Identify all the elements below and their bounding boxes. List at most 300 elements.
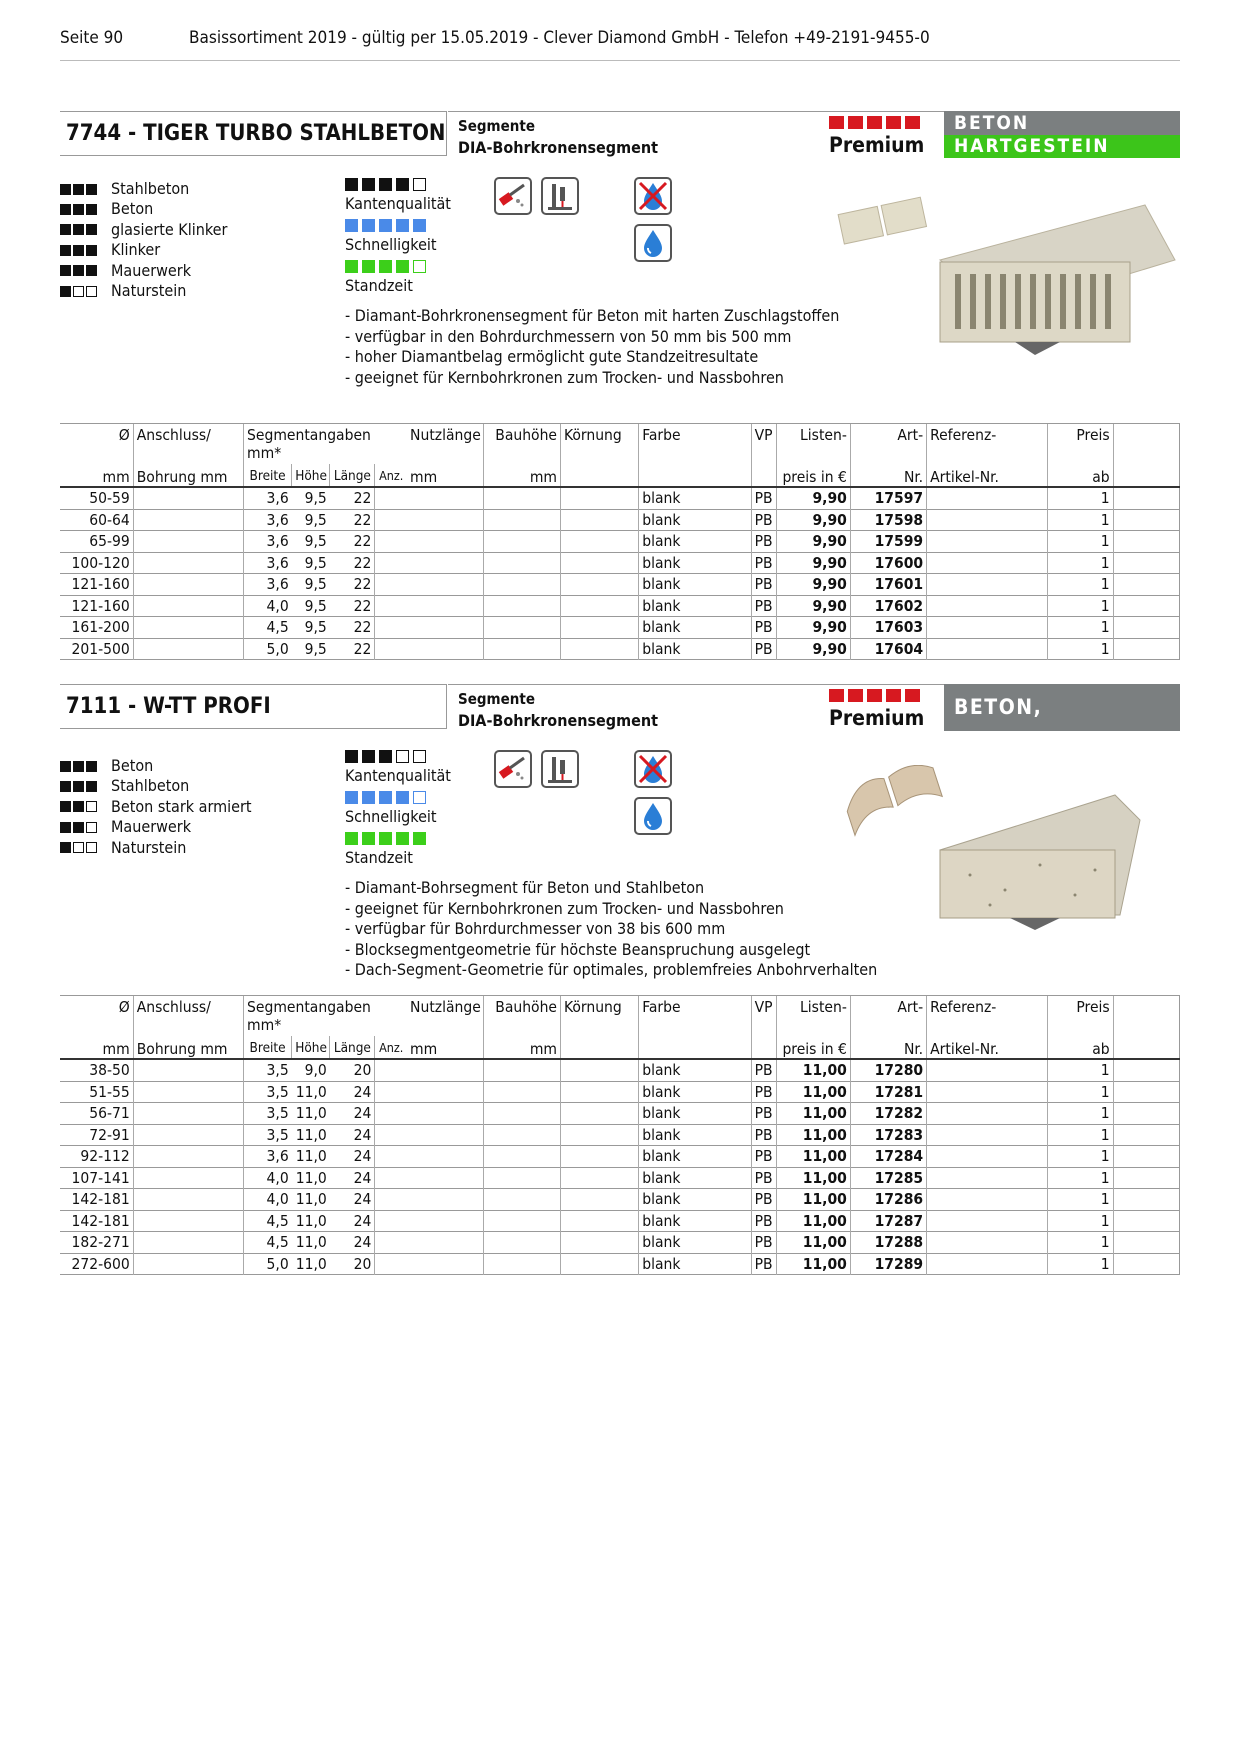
column-header: Körnung	[561, 996, 639, 1037]
rating-square	[86, 224, 97, 235]
rating-square	[60, 286, 71, 297]
column-header: Nr.	[850, 1036, 926, 1059]
table-cell: 1	[1048, 531, 1113, 553]
speed-label: Schnelligkeit	[345, 807, 437, 826]
column-header: ab	[1048, 464, 1113, 487]
table-cell: 1	[1048, 552, 1113, 574]
edge-quality-label: Kantenqualität	[345, 194, 451, 213]
table-cell: blank	[639, 1059, 751, 1081]
table-cell: 24	[353, 1211, 372, 1230]
column-header: Länge	[330, 464, 375, 487]
table-cell	[483, 638, 560, 660]
table-cell	[927, 617, 1048, 639]
table-row	[60, 1210, 1180, 1232]
column-header: Anschluss/	[133, 424, 243, 465]
table-cell: 17600	[850, 552, 926, 574]
table-cell: 3,5	[244, 1124, 292, 1146]
material-row	[60, 220, 227, 240]
material-label: Naturstein	[111, 281, 187, 300]
table-cell	[375, 1167, 407, 1189]
table-cell	[927, 1167, 1048, 1189]
table-cell	[133, 531, 243, 553]
table-cell	[561, 531, 639, 553]
column-header: Nutzlänge	[407, 424, 483, 465]
table-cell: 17285	[850, 1167, 926, 1189]
table-cell	[561, 1167, 639, 1189]
table-cell	[1113, 1253, 1179, 1275]
rating-square	[413, 791, 426, 804]
table-cell	[407, 1081, 483, 1103]
rating-square	[345, 260, 358, 273]
lifetime-label: Standzeit	[345, 276, 413, 295]
table-cell	[407, 1210, 483, 1232]
table-cell: 11,00	[776, 1146, 850, 1168]
table-cell: 3,5	[244, 1059, 292, 1081]
column-header: Referenz-	[927, 996, 1048, 1037]
table-cell: 22	[353, 639, 372, 658]
table-cell	[1113, 1232, 1179, 1254]
table-cell: blank	[639, 1103, 751, 1125]
table-cell	[375, 1081, 407, 1103]
table-cell	[561, 1059, 639, 1081]
table-cell: 17602	[850, 595, 926, 617]
premium-mark	[886, 116, 901, 129]
rating-square	[86, 184, 97, 195]
table-cell: PB	[751, 1167, 776, 1189]
premium-mark	[867, 116, 882, 129]
rating-square	[60, 204, 71, 215]
table-cell: 22	[353, 618, 372, 636]
table-cell: 4,0	[244, 595, 292, 617]
table-cell	[1113, 617, 1179, 639]
material-label: Stahlbeton	[111, 776, 190, 796]
table-cell: 3,6	[244, 531, 292, 553]
table-cell	[407, 574, 483, 596]
table-cell: 22	[353, 575, 372, 593]
table-cell: 3,6	[244, 487, 292, 509]
table-cell: 9,5	[304, 553, 327, 572]
table-cell: 24	[353, 1190, 372, 1208]
rating-square	[379, 260, 392, 273]
table-cell	[927, 509, 1048, 531]
table-cell: 3,6	[244, 552, 292, 574]
rating-square	[396, 260, 409, 273]
table-cell: blank	[639, 638, 751, 660]
table-cell	[561, 1232, 639, 1254]
table-cell: 9,5	[304, 575, 327, 593]
table-cell	[927, 1124, 1048, 1146]
table-cell	[483, 1146, 560, 1168]
table-cell	[1113, 509, 1179, 531]
table-cell	[375, 638, 407, 660]
column-header: Segmentangaben mm*	[244, 996, 408, 1037]
column-header: Länge	[330, 1036, 375, 1059]
table-cell	[133, 1059, 243, 1081]
table-cell	[1113, 1103, 1179, 1125]
suitability-rating	[60, 204, 99, 215]
table-cell: 17599	[850, 531, 926, 553]
spec-table	[60, 995, 1180, 1275]
table-cell: 22	[353, 596, 372, 615]
rating-square	[362, 219, 375, 232]
table-cell: 100-120	[71, 553, 130, 572]
column-header	[561, 1036, 639, 1059]
material-label: Mauerwerk	[111, 260, 192, 280]
column-header: Preis	[1048, 996, 1113, 1037]
table-cell	[1113, 638, 1179, 660]
header-divider	[60, 60, 1180, 61]
rating-square	[413, 260, 426, 273]
table-cell: blank	[639, 552, 751, 574]
material-label: Beton	[111, 756, 154, 775]
table-cell	[927, 1081, 1048, 1103]
table-cell	[375, 1253, 407, 1275]
premium-mark	[848, 116, 863, 129]
rating-square	[73, 801, 84, 812]
column-header: ab	[1048, 1036, 1113, 1059]
table-cell: 5,0	[244, 1253, 292, 1275]
table-cell: 17287	[850, 1210, 926, 1232]
table-cell: 4,5	[244, 1210, 292, 1232]
spec-table	[60, 423, 1180, 660]
table-cell	[407, 1232, 483, 1254]
premium-mark	[905, 689, 920, 702]
rating-square	[396, 750, 409, 763]
table-cell: 1	[1048, 1059, 1113, 1081]
rating-square	[362, 750, 375, 763]
rating-square	[345, 178, 358, 191]
water-drop-icon	[634, 224, 672, 262]
table-cell	[927, 638, 1048, 660]
product-title: 7744 - TIGER TURBO STAHLBETON	[60, 111, 447, 156]
table-cell	[561, 1189, 639, 1211]
table-cell	[375, 1189, 407, 1211]
table-cell: 1	[1048, 1210, 1113, 1232]
rating-square	[86, 204, 97, 215]
table-cell	[133, 1081, 243, 1103]
rating-square	[73, 265, 84, 276]
table-cell: 56-71	[89, 1104, 130, 1122]
column-header: mm	[60, 1036, 133, 1059]
table-cell	[1113, 1210, 1179, 1232]
core-drill-stand-icon	[541, 750, 579, 788]
suitability-rating	[60, 842, 99, 853]
material-label: Beton stark armiert	[111, 796, 252, 816]
table-cell: blank	[639, 617, 751, 639]
table-cell: 51-55	[89, 1082, 130, 1101]
column-header	[1113, 996, 1179, 1037]
column-header: Preis	[1048, 424, 1113, 465]
column-header	[639, 464, 751, 487]
table-cell	[483, 1103, 560, 1125]
rating-square	[362, 832, 375, 845]
table-cell: blank	[639, 531, 751, 553]
table-cell	[927, 1210, 1048, 1232]
table-cell: 182-271	[71, 1233, 130, 1251]
suitability-rating	[60, 245, 99, 256]
rating-square	[60, 245, 71, 256]
table-cell	[483, 531, 560, 553]
material-row	[60, 756, 153, 776]
table-cell: 3,5	[244, 1103, 292, 1125]
product-image	[830, 190, 1180, 384]
material-label: Klinker	[111, 240, 161, 260]
premium-label: Premium	[829, 706, 925, 730]
table-cell	[1113, 574, 1179, 596]
table-cell	[1113, 1081, 1179, 1103]
rating-square	[86, 265, 97, 276]
table-cell: 17597	[850, 487, 926, 509]
description-line: - geeignet für Kernbohrkronen zum Trocken- und Nassbohren	[345, 367, 784, 387]
table-cell: PB	[751, 1081, 776, 1103]
table-cell: 11,00	[776, 1189, 850, 1211]
table-cell	[1113, 1124, 1179, 1146]
table-cell: 11,0	[295, 1254, 327, 1273]
table-cell: 22	[353, 532, 372, 550]
table-cell: blank	[639, 487, 751, 509]
column-header: mm	[483, 1036, 560, 1059]
column-header: mm	[483, 464, 560, 487]
table-cell: 17598	[850, 509, 926, 531]
table-row	[60, 595, 1180, 617]
table-cell: PB	[751, 1146, 776, 1168]
table-cell: blank	[639, 1124, 751, 1146]
material-row	[60, 838, 186, 858]
segment-heading: Segmente	[458, 690, 535, 708]
table-row	[60, 638, 1180, 660]
table-row	[60, 531, 1180, 553]
table-cell: 65-99	[89, 532, 130, 550]
table-cell: 9,5	[304, 639, 327, 658]
column-header: Bauhöhe	[483, 424, 560, 465]
table-cell: 4,0	[244, 1167, 292, 1189]
table-cell: blank	[639, 1167, 751, 1189]
table-cell: 17280	[850, 1059, 926, 1081]
table-cell	[483, 1232, 560, 1254]
table-cell: 4,5	[244, 617, 292, 639]
table-row	[60, 1124, 1180, 1146]
speed-rating	[345, 219, 426, 232]
table-cell: 9,90	[776, 638, 850, 660]
table-cell: 11,0	[295, 1190, 327, 1208]
table-row	[60, 487, 1180, 509]
table-cell	[407, 617, 483, 639]
description-line: - Diamant-Bohrkronensegment für Beton mit harten Zuschlagstoffen	[345, 306, 840, 325]
product-description	[345, 878, 877, 981]
table-cell: PB	[751, 531, 776, 553]
table-cell: 142-181	[71, 1190, 130, 1208]
rating-square	[379, 791, 392, 804]
rating-square	[345, 750, 358, 763]
description-line: - verfügbar für Bohrdurchmesser von 38 bis 600 mm	[345, 919, 726, 938]
table-cell	[927, 552, 1048, 574]
rating-square	[396, 178, 409, 191]
table-cell: 9,90	[776, 595, 850, 617]
table-cell: 1	[1048, 509, 1113, 531]
table-cell	[133, 487, 243, 509]
premium-mark	[829, 689, 844, 702]
table-row	[60, 1103, 1180, 1125]
table-cell	[1113, 1146, 1179, 1168]
table-cell	[133, 1124, 243, 1146]
table-row	[60, 1081, 1180, 1103]
rating-square	[413, 832, 426, 845]
table-cell: 50-59	[89, 489, 130, 507]
table-cell: 17289	[850, 1253, 926, 1275]
segment-label	[458, 115, 658, 159]
welding-icon	[494, 750, 532, 788]
table-cell: blank	[639, 509, 751, 531]
suitability-rating	[60, 265, 99, 276]
table-cell	[407, 531, 483, 553]
table-cell	[927, 531, 1048, 553]
table-cell	[561, 1146, 639, 1168]
table-cell	[407, 552, 483, 574]
table-cell: PB	[751, 509, 776, 531]
table-cell: PB	[751, 552, 776, 574]
rating-square	[86, 761, 97, 772]
material-row	[60, 281, 186, 301]
column-header: Bohrung mm	[133, 464, 243, 487]
table-cell: 24	[353, 1233, 372, 1251]
rating-square	[345, 832, 358, 845]
premium-mark	[848, 689, 863, 702]
column-header: VP	[751, 424, 776, 465]
rating-square	[379, 178, 392, 191]
table-cell	[483, 1189, 560, 1211]
table-cell: 11,00	[776, 1253, 850, 1275]
table-cell	[1113, 552, 1179, 574]
column-header: Breite	[244, 1036, 292, 1059]
table-cell: 11,0	[295, 1147, 327, 1165]
description-line: - geeignet für Kernbohrkronen zum Trocken- und Nassbohren	[345, 898, 784, 918]
table-cell: 1	[1048, 617, 1113, 639]
table-cell: 1	[1048, 1167, 1113, 1189]
table-cell	[407, 1124, 483, 1146]
table-cell: 1	[1048, 1124, 1113, 1146]
table-cell: PB	[751, 574, 776, 596]
table-cell	[927, 1103, 1048, 1125]
core-drill-stand-icon	[541, 177, 579, 215]
table-row	[60, 617, 1180, 639]
page-number: Seite 90	[60, 28, 124, 48]
rating-square	[396, 832, 409, 845]
table-cell: 20	[353, 1061, 372, 1079]
table-cell	[133, 552, 243, 574]
table-cell: 9,5	[304, 596, 327, 615]
column-header: Anz.	[375, 464, 407, 487]
table-cell: 11,0	[295, 1168, 327, 1187]
rating-square	[73, 781, 84, 792]
speed-label: Schnelligkeit	[345, 235, 437, 254]
table-row	[60, 1059, 1180, 1081]
table-cell	[483, 617, 560, 639]
table-cell: 4,5	[244, 1232, 292, 1254]
column-header: VP	[751, 996, 776, 1037]
table-cell: PB	[751, 1103, 776, 1125]
column-header: Bohrung mm	[133, 1036, 243, 1059]
column-header: Höhe	[292, 464, 330, 487]
table-cell	[1113, 1059, 1179, 1081]
table-cell: 9,5	[304, 532, 327, 550]
table-cell: PB	[751, 1210, 776, 1232]
table-cell: 272-600	[71, 1254, 130, 1273]
table-cell	[561, 638, 639, 660]
table-cell: 5,0	[244, 638, 292, 660]
table-cell	[133, 1103, 243, 1125]
table-cell: 3,5	[244, 1081, 292, 1103]
rating-square	[345, 791, 358, 804]
table-cell	[133, 595, 243, 617]
segment-label	[458, 688, 658, 732]
table-cell	[133, 1167, 243, 1189]
table-cell: 24	[353, 1125, 372, 1144]
table-cell	[561, 1124, 639, 1146]
table-cell: PB	[751, 617, 776, 639]
table-cell: 1	[1048, 574, 1113, 596]
no-water-icon	[634, 177, 672, 215]
material-row	[60, 199, 153, 219]
table-cell: PB	[751, 1124, 776, 1146]
table-cell	[483, 1124, 560, 1146]
table-cell: 121-160	[71, 575, 130, 593]
table-cell: 24	[353, 1168, 372, 1187]
table-cell	[375, 1146, 407, 1168]
table-cell: 3,6	[244, 574, 292, 596]
table-cell	[483, 1167, 560, 1189]
table-cell: blank	[639, 1253, 751, 1275]
table-cell: 17281	[850, 1081, 926, 1103]
category-badge-line2: HARTGESTEIN	[944, 135, 1180, 158]
table-cell: 11,00	[776, 1103, 850, 1125]
table-cell	[483, 1081, 560, 1103]
table-cell	[407, 1189, 483, 1211]
rating-square	[73, 842, 84, 853]
description-line: - Diamant-Bohrsegment für Beton und Stahlbeton	[345, 878, 705, 897]
table-cell: 11,00	[776, 1210, 850, 1232]
table-cell	[375, 552, 407, 574]
table-cell: 1	[1048, 595, 1113, 617]
table-cell	[561, 509, 639, 531]
table-cell: 60-64	[89, 510, 130, 529]
table-row	[60, 1146, 1180, 1168]
table-cell	[133, 617, 243, 639]
table-cell: PB	[751, 595, 776, 617]
table-cell	[927, 595, 1048, 617]
rating-square	[60, 781, 71, 792]
table-cell	[483, 1059, 560, 1081]
suitability-rating	[60, 781, 99, 792]
rating-square	[86, 801, 97, 812]
suitability-rating	[60, 801, 99, 812]
table-cell	[561, 1081, 639, 1103]
material-row	[60, 240, 160, 260]
table-cell: 142-181	[71, 1211, 130, 1230]
table-cell	[483, 1210, 560, 1232]
column-header: Ø	[60, 424, 133, 465]
column-header: Bauhöhe	[483, 996, 560, 1037]
column-header	[1113, 1036, 1179, 1059]
premium-mark	[905, 116, 920, 129]
table-cell: 11,0	[295, 1082, 327, 1101]
table-cell: blank	[639, 1189, 751, 1211]
table-cell: 9,5	[304, 510, 327, 529]
material-row	[60, 817, 191, 837]
column-header: mm	[407, 1036, 483, 1059]
description-line: - verfügbar in den Bohrdurchmessern von 50 mm bis 500 mm	[345, 326, 792, 346]
table-cell: blank	[639, 1210, 751, 1232]
premium-mark	[829, 116, 844, 129]
